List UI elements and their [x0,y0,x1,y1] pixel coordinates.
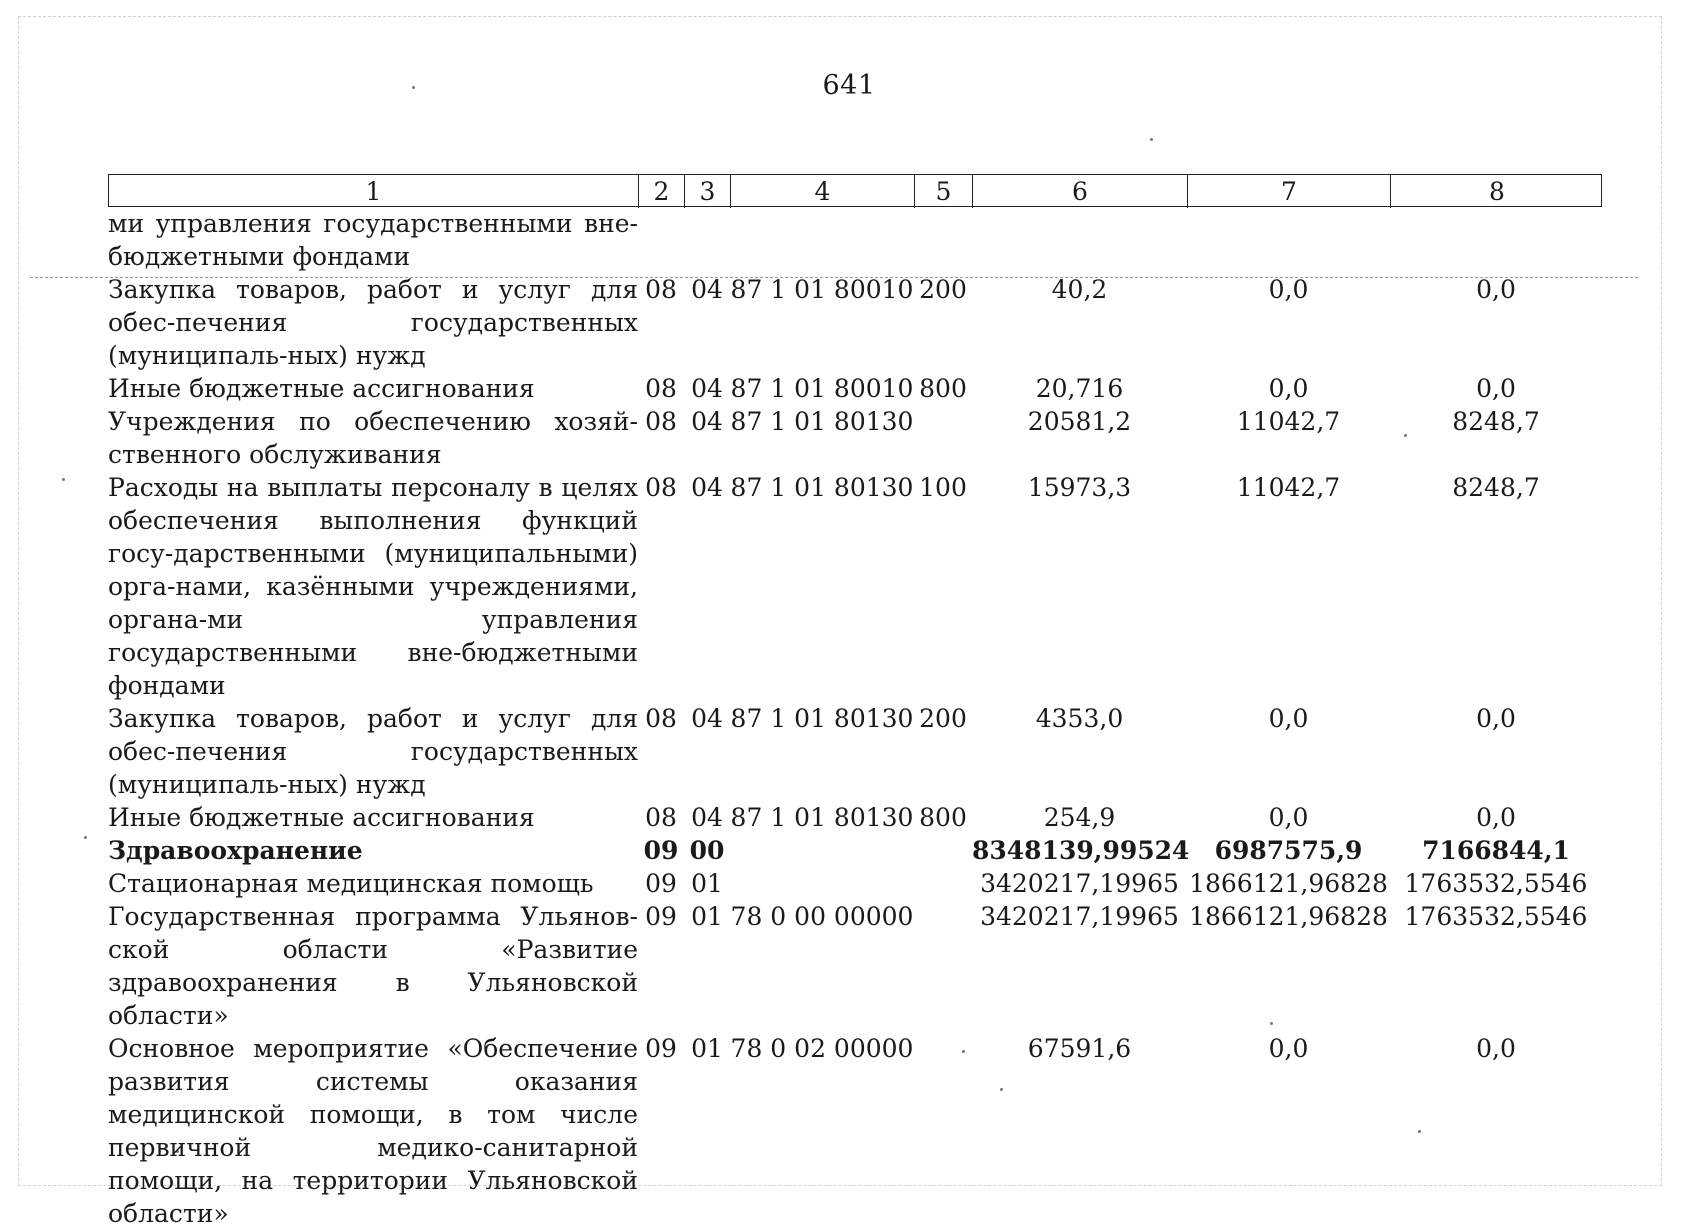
row-value-6: 20,716 [1035,374,1124,403]
table-row [108,801,1602,834]
row-name: Стационарная медицинская помощь [108,869,594,898]
row-expense-type: 100 [919,473,967,502]
row-subsection: 01 [691,902,723,931]
row-value-7: 0,0 [1268,1034,1309,1063]
row-value-6: 40,2 [1051,275,1108,304]
row-value-7: 11042,7 [1236,407,1341,436]
row-value-8: 8248,7 [1452,407,1540,436]
table-body [108,207,1602,1230]
row-name: Государственная программа Ульянов-ской области «Развитие здравоохранения в Ульяновской области» [108,902,638,1030]
row-subsection: 00 [689,836,725,865]
row-expense-type: 200 [919,275,967,304]
row-value-8: 0,0 [1476,803,1516,832]
row-value-6 [972,207,1187,273]
page-number: 641 [822,70,876,101]
row-target-code: 87 1 01 80130 [730,704,914,733]
table-row [108,900,1602,1032]
table-header [108,174,1602,207]
row-subsection: 04 [691,275,723,304]
row-value-6: 4353,0 [1035,704,1124,733]
header-cell: 7 [1188,175,1391,208]
table-row [108,471,1602,702]
row-name: Иные бюджетные ассигнования [108,374,535,403]
row-name: Основное мероприятие «Обеспечение развития системы оказания медицинской помощи, в том числе первичной медико-санитарной помощи, на территории Ульяновской области» [108,1034,638,1228]
row-expense-type: 800 [919,803,967,832]
row-value-8: 0,0 [1476,1034,1516,1063]
row-value-7: 1866121,96828 [1189,869,1388,898]
row-target-code [730,834,914,867]
row-value-7: 0,0 [1268,275,1309,304]
row-section: 09 [645,902,677,931]
row-section: 09 [643,836,679,865]
row-name: Расходы на выплаты персоналу в целях обеспечения выполнения функций госу-дарственными (муниципальными) орга-нами, казёнными учреждениями, органа-ми управления государственными вне-бюджетными фондами [108,473,638,700]
row-value-6: 8348139,99524 [972,836,1190,865]
row-section [638,207,684,273]
row-value-6: 67591,6 [1027,1034,1132,1063]
row-value-7: 0,0 [1268,704,1309,733]
row-subsection: 01 [691,1034,723,1063]
row-section: 08 [645,803,677,832]
row-value-8: 0,0 [1476,704,1516,733]
row-expense-type [914,834,972,867]
row-target-code: 87 1 01 80010 [730,275,914,304]
row-value-6: 15973,3 [1027,473,1132,502]
scan-speck [62,478,65,481]
row-value-6: 3420217,19965 [980,869,1179,898]
row-subsection: 04 [691,803,723,832]
row-value-7: 11042,7 [1236,473,1341,502]
table-row [108,867,1602,900]
table-row [108,372,1602,405]
table-row [108,1032,1602,1230]
row-expense-type: 800 [919,374,967,403]
row-value-7: 6987575,9 [1214,836,1363,865]
row-expense-type: 200 [919,704,967,733]
row-value-8: 0,0 [1476,374,1516,403]
row-value-7: 1866121,96828 [1189,902,1388,931]
header-cell: 3 [685,175,731,208]
row-name: Учреждения по обеспечению хозяй-ственного обслуживания [108,407,638,469]
row-name: Иные бюджетные ассигнования [108,803,535,832]
row-section: 08 [645,275,677,304]
table-row [108,405,1602,471]
row-value-6: 254,9 [1043,803,1116,832]
row-value-6: 20581,2 [1027,407,1132,436]
row-target-code: 78 0 02 00000 [730,1034,914,1063]
row-section: 08 [645,407,677,436]
row-subsection [684,207,730,273]
scan-speck [1150,138,1153,141]
row-name: Закупка товаров, работ и услуг для обес-печения государственных (муниципаль-ных) нужд [108,275,638,370]
row-value-6: 3420217,19965 [980,902,1179,931]
row-section: 08 [645,374,677,403]
row-target-code: 87 1 01 80130 [730,473,914,502]
row-target-code: 78 0 00 00000 [730,902,914,931]
row-expense-type [914,900,972,1032]
row-name: Здравоохранение [108,836,363,865]
row-expense-type [914,867,972,900]
row-value-8: 1763532,5546 [1404,902,1588,931]
budget-table [108,174,1602,1230]
row-subsection: 04 [691,704,723,733]
header-cell: 8 [1489,177,1505,206]
row-subsection: 01 [691,869,723,898]
row-target-code: 87 1 01 80130 [730,407,914,436]
scan-speck [84,836,87,839]
row-value-7 [1187,207,1390,273]
row-target-code [730,867,914,900]
row-value-7: 0,0 [1268,374,1309,403]
row-section: 08 [645,704,677,733]
row-value-8: 7166844,1 [1422,836,1570,865]
header-cell: 4 [731,175,915,208]
row-value-8: 1763532,5546 [1404,869,1588,898]
row-name: Закупка товаров, работ и услуг для обес-печения государственных (муниципаль-ных) нужд [108,704,638,799]
row-target-code: 87 1 01 80010 [730,374,914,403]
header-cell: 2 [639,175,685,208]
row-target-code: 87 1 01 80130 [730,803,914,832]
row-section: 09 [645,869,677,898]
row-expense-type [914,1032,972,1230]
row-target-code [730,207,914,273]
row-subsection: 04 [691,374,723,403]
row-section: 09 [645,1034,677,1063]
row-expense-type [914,405,972,471]
row-value-8 [1390,207,1602,273]
row-name: ми управления государственными вне-бюджетными фондами [108,209,638,271]
row-expense-type [914,207,972,273]
row-section: 08 [645,473,677,502]
row-value-7: 0,0 [1268,803,1309,832]
row-subsection: 04 [691,407,723,436]
table-row [108,834,1602,867]
header-cell: 5 [915,175,973,208]
table-row [108,702,1602,801]
row-value-8: 8248,7 [1452,473,1540,502]
header-cell: 6 [973,175,1188,208]
row-subsection: 04 [691,473,723,502]
row-value-8: 0,0 [1476,275,1516,304]
table-row [108,273,1602,372]
header-cell: 1 [109,175,639,208]
table-row [108,207,1602,273]
